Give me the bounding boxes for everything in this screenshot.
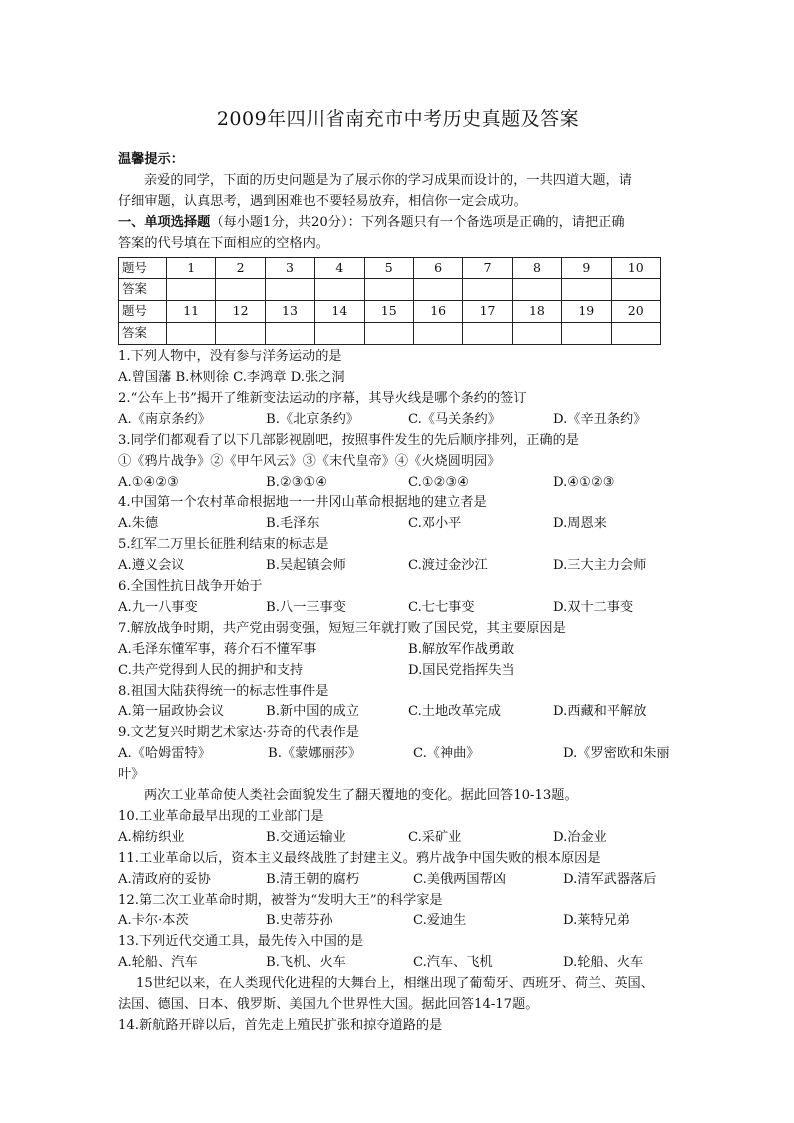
option-d: D.《罗密欧和朱丽 [563,746,670,762]
option-d: D.双十二事变 [553,599,634,615]
option-c: C.美俄两国帮凶 [413,871,506,887]
answer-cell[interactable] [512,323,561,345]
table-cell: 5 [364,257,413,279]
option-b: B.吴起镇会师 [266,558,346,574]
option-c: C.《马关条约》 [408,411,501,427]
table-row [119,323,661,345]
option-a: A.清政府的妥协 [118,871,211,887]
option-b: B.毛泽东 [266,516,320,532]
table-cell: 16 [413,301,462,323]
question-7: 7.解放战争时期，共产党由弱变强，短短三年就打败了国民党，其主要原因是 [118,620,566,636]
question-9-option-d-wrap: 叶》 [118,767,145,783]
option-c: C.《神曲》 [413,746,480,762]
option-c: C.①②③④ [408,474,470,490]
question-12-options [118,911,678,932]
answer-cell[interactable] [216,279,265,301]
answer-table [118,257,661,346]
question-11: 11.工业革命以后，资本主义最终战胜了封建主义。鸦片战争中国失败的根本原因是 [118,850,601,866]
question-5: 5.红军二万里长征胜利结束的标志是 [118,537,329,553]
option-c: C.邓小平 [408,516,462,532]
question-12: 12.第二次工业革命时期，被誉为“发明大王”的科学家是 [118,892,443,908]
answer-cell[interactable] [265,279,314,301]
option-c: C.汽车、飞机 [413,955,493,971]
option-c: C.采矿业 [408,829,462,845]
table-cell: 9 [562,257,611,279]
table-cell: 7 [463,257,512,279]
option-d: D.清军武器落后 [563,871,657,887]
answer-cell[interactable] [216,323,265,345]
option-b: B.解放军作战勇敢 [408,641,515,657]
section-1-title: 一、单项选择题 [118,214,211,230]
question-4-options [118,514,678,535]
tips-label: 温馨提示： [118,152,184,167]
table-cell: 4 [315,257,364,279]
section-1-heading [118,213,678,234]
answer-cell[interactable] [463,279,512,301]
table-cell: 题号 [119,257,167,279]
table-cell: 3 [265,257,314,279]
question-3-options [118,473,678,494]
answer-cell[interactable] [315,279,364,301]
option-a: A.朱德 [118,516,159,532]
intro-line-2: 仔细审题，认真思考，遇到困难也不要轻易放弃，相信你一定会成功。 [118,193,527,209]
answer-cell[interactable] [265,323,314,345]
table-cell: 17 [463,301,512,323]
question-1-options: A.曾国藩 B.林则徐 C.李鸿章 D.张之洞 [118,370,345,386]
option-a: A.卡尔·本茨 [118,913,189,929]
question-3-items: ①《鸦片战争》②《甲午风云》③《末代皇帝》④《火烧圆明园》 [118,453,501,469]
option-c: C.共产党得到人民的拥护和支持 [118,662,304,678]
section-1-instructions: （每小题1分，共20分）：下列各题只有一个备选项是正确的，请把正确 [210,214,625,230]
option-a: A.轮船、汽车 [118,955,198,971]
question-9-options [118,744,678,765]
option-b: B.史蒂芬孙 [266,913,333,929]
passage-1: 两次工业革命使人类社会面貌发生了翻天覆地的变化。据此回答10-13题。 [144,788,578,804]
option-d: D.三大主力会师 [553,558,647,574]
question-4: 4.中国第一个农村革命根据地一一井冈山革命根据地的建立者是 [118,495,487,511]
option-d: D.轮船、火车 [563,955,644,971]
option-a: A.①④②③ [118,474,180,490]
option-c: C.渡过金沙江 [408,558,488,574]
question-14: 14.新航路开辟以后，首先走上殖民扩张和掠夺道路的是 [118,1017,443,1033]
question-8: 8.祖国大陆获得统一的标志性事件是 [118,683,329,699]
question-2-options [118,410,678,431]
question-10-options [118,828,678,849]
option-b: B.交通运输业 [266,829,346,845]
table-cell: 8 [512,257,561,279]
option-d: D.④①②③ [553,474,615,490]
option-c: C.土地改革完成 [408,704,501,720]
option-d: D.国民党指挥失当 [408,662,515,678]
section-1-instructions-2: 答案的代号填在下面相应的空格内。 [118,235,329,251]
question-13: 13.下列近代交通工具，最先传入中国的是 [118,934,364,950]
table-row [119,257,661,279]
answer-cell[interactable] [413,279,462,301]
table-cell: 14 [315,301,364,323]
table-cell: 13 [265,301,314,323]
option-a: A.遵义会议 [118,558,185,574]
document-body [118,150,678,1037]
table-row [119,301,661,323]
option-d: D.莱特兄弟 [563,913,631,929]
option-a: A.第一届政协会议 [118,704,225,720]
table-cell: 1 [167,257,216,279]
question-7-options-ab [118,640,678,661]
question-8-options [118,702,678,723]
table-cell: 答案 [119,323,167,345]
question-5-options [118,556,678,577]
table-cell: 12 [216,301,265,323]
answer-cell[interactable] [364,279,413,301]
answer-cell[interactable] [611,323,660,345]
question-2: 2.“公车上书”揭开了维新变法运动的序幕，其导火线是哪个条约的签订 [118,390,527,406]
answer-cell[interactable] [562,323,611,345]
page-title: 2009年四川省南充市中考历史真题及答案 [216,108,580,130]
answer-cell[interactable] [364,323,413,345]
table-cell: 6 [413,257,462,279]
question-6: 6.全国性抗日战争开始于 [118,579,263,595]
option-b: B.清王朝的腐朽 [266,871,360,887]
option-d: D.周恩来 [553,516,607,532]
answer-cell[interactable] [167,279,216,301]
answer-cell[interactable] [315,323,364,345]
answer-cell[interactable] [562,279,611,301]
option-a: A.九一八事变 [118,599,198,615]
passage-2-line-1: 15世纪以来，在人类现代化进程的大舞台上，相继出现了葡萄牙、西班牙、荷兰、英国、 [136,976,654,992]
table-cell: 15 [364,301,413,323]
option-b: B.《北京条约》 [266,411,360,427]
question-6-options [118,598,678,619]
answer-cell[interactable] [512,279,561,301]
question-3: 3.同学们都观看了以下几部影视剧吧，按照事件发生的先后顺序排列，正确的是 [118,432,579,448]
table-cell: 2 [216,257,265,279]
option-b: B.飞机、火车 [266,955,346,971]
option-a: A.《哈姆雷特》 [118,746,211,762]
option-b: B.八一三事变 [266,599,346,615]
answer-cell[interactable] [463,323,512,345]
table-cell: 19 [562,301,611,323]
answer-cell[interactable] [413,323,462,345]
table-cell: 题号 [119,301,167,323]
question-1: 1.下列人物中，没有参与洋务运动的是 [118,349,342,365]
table-cell: 18 [512,301,561,323]
question-11-options [118,870,678,891]
table-cell: 20 [611,301,660,323]
option-a: A.棉纺织业 [118,829,185,845]
table-cell: 11 [167,301,216,323]
table-cell: 答案 [119,279,167,301]
option-c: C.爱迪生 [413,913,467,929]
option-b: B.②③①④ [266,474,328,490]
option-d: D.《辛丑条约》 [553,411,647,427]
passage-2-line-2: 法国、德国、日本、俄罗斯、美国九个世界性大国。据此回答14-17题。 [118,997,539,1013]
table-cell: 10 [611,257,660,279]
option-b: B.新中国的成立 [266,704,360,720]
option-b: B.《蒙娜丽莎》 [268,746,362,762]
table-row [119,279,661,301]
answer-cell[interactable] [611,279,660,301]
answer-cell[interactable] [167,323,216,345]
option-a: A.《南京条约》 [118,411,211,427]
question-13-options [118,953,678,974]
option-d: D.冶金业 [553,829,607,845]
question-9: 9.文艺复兴时期艺术家达·芬奇的代表作是 [118,725,359,741]
intro-line-1: 亲爱的同学，下面的历史问题是为了展示你的学习成果而设计的，一共四道大题，请 [144,172,632,188]
question-7-options-cd [118,661,678,682]
option-c: C.七七事变 [408,599,475,615]
question-10: 10.工业革命最早出现的工业部门是 [118,808,324,824]
option-a: A.毛泽东懂军事，蒋介石不懂军事 [118,641,317,657]
option-d: D.西藏和平解放 [553,704,647,720]
